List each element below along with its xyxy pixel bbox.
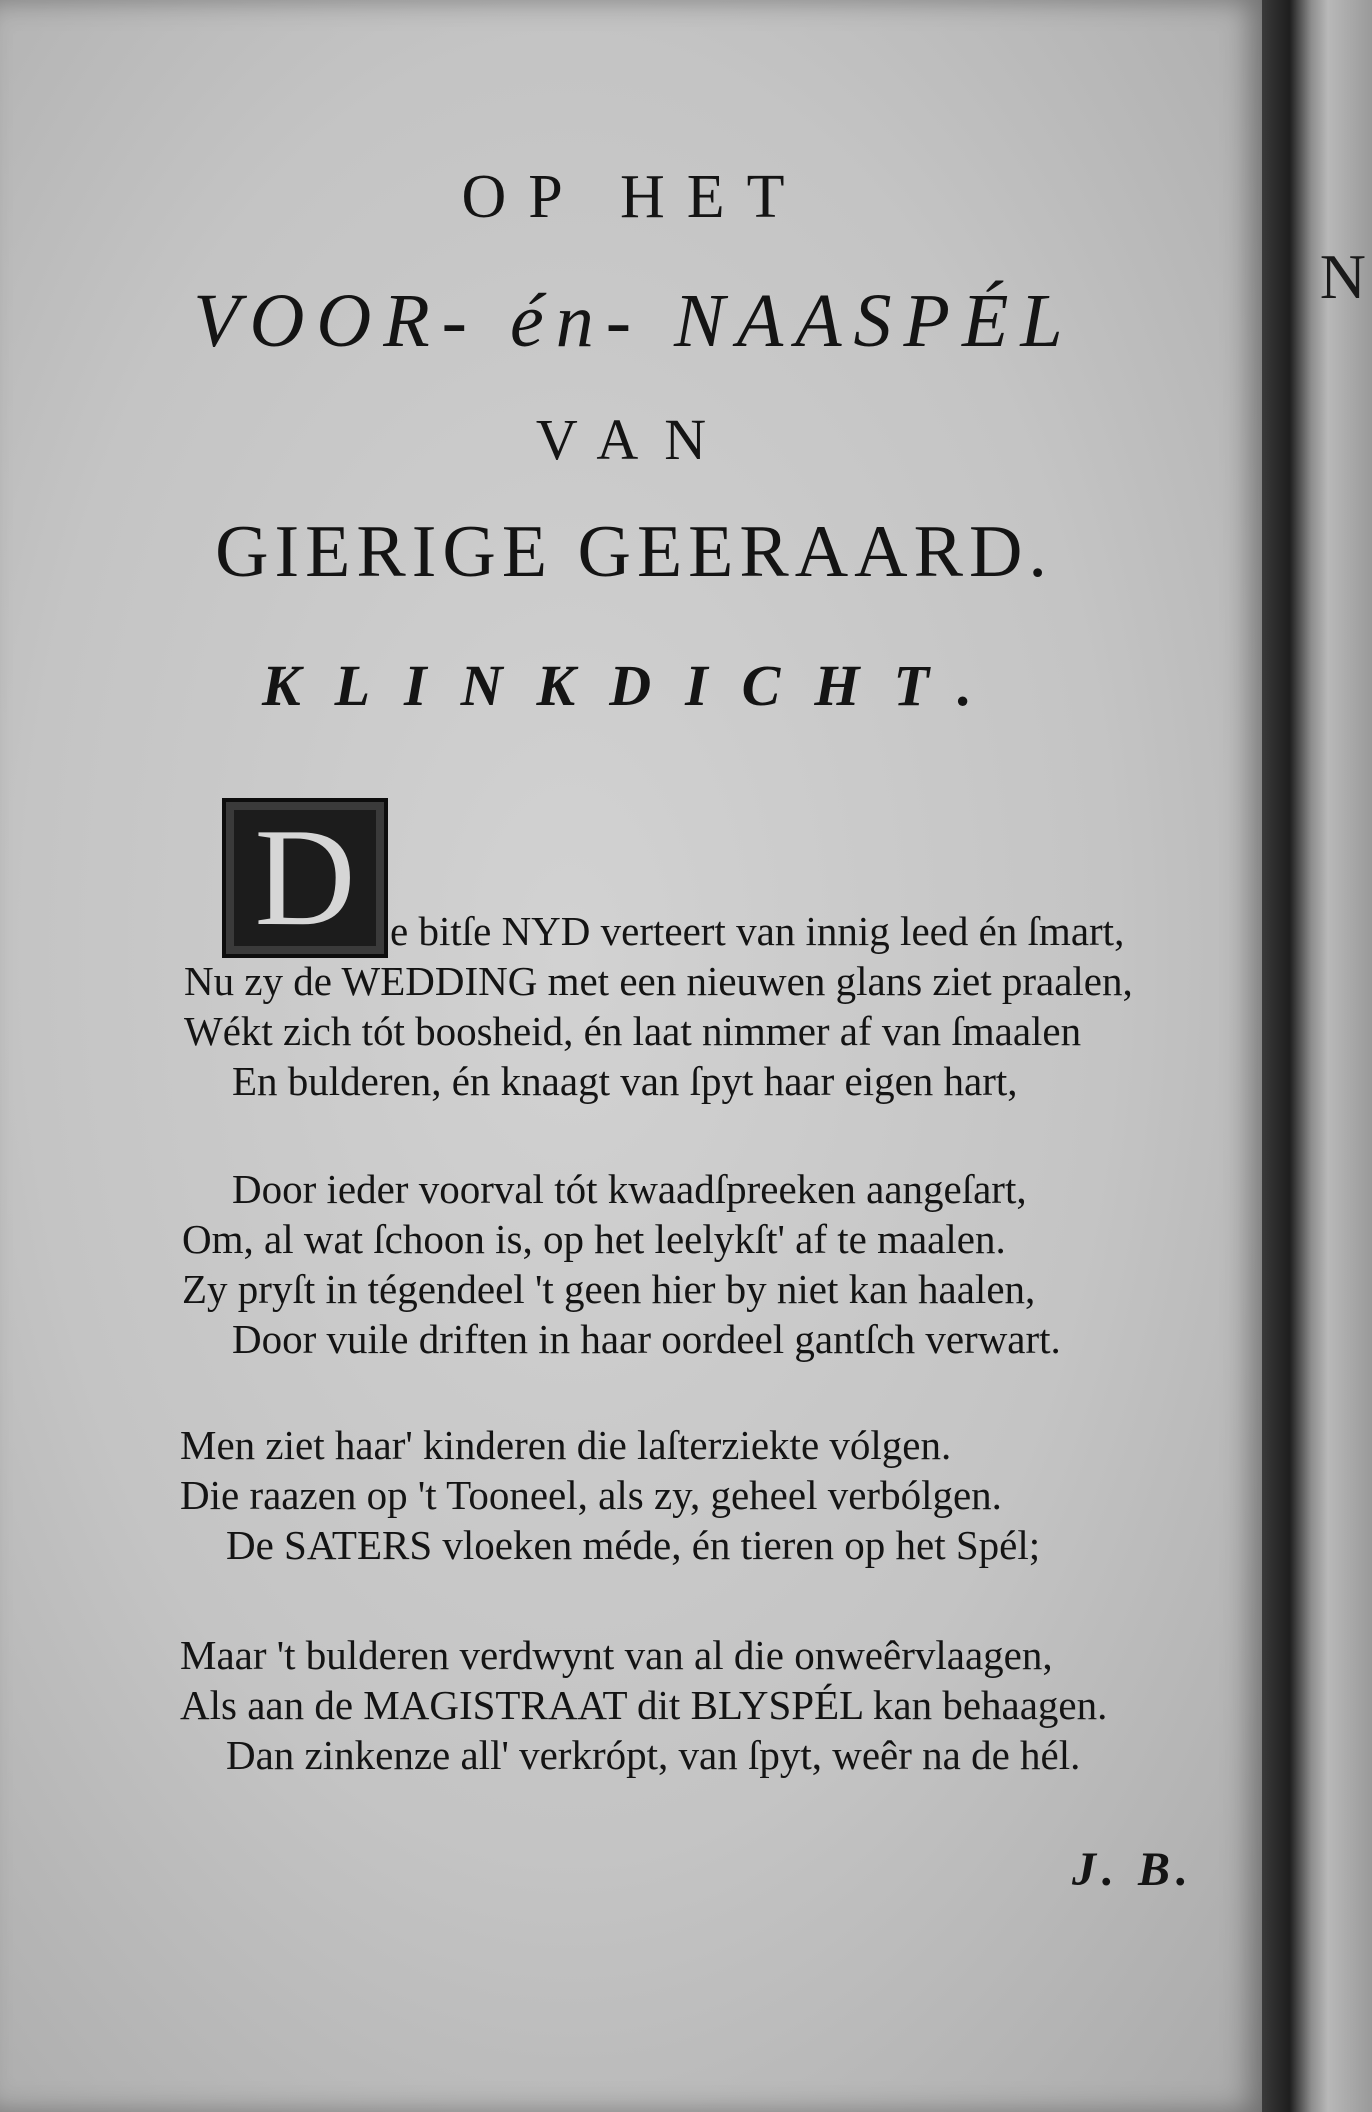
title-line-van: VAN (535, 407, 733, 472)
poem-line: Men ziet haar' kinderen die laſterziekte vólgen. (180, 1422, 952, 1468)
poem-line: Die raazen op 't Tooneel, als zy, geheel verbólgen. (180, 1472, 1002, 1518)
title-line-gierige-geeraard: GIERIGE GEERAARD. (215, 511, 1053, 593)
poem-line: Nu zy de WEDDING met een nieuwen glans ziet praalen, (184, 958, 1133, 1004)
poem-line: Door ieder voorval tót kwaadſpreeken aangeſart, (232, 1166, 1027, 1212)
decorated-initial-letter: D (222, 798, 388, 958)
poem-line: De SATERS vloeken méde, én tieren op het Spél; (226, 1522, 1041, 1568)
heading-klinkdicht: KLINKDICHT. (261, 653, 1007, 718)
poem-line: Wékt zich tót boosheid, én laat nimmer af van ſmaalen (184, 1008, 1082, 1054)
poem-line: Zy pryſt in tégendeel 't geen hier by niet kan haalen, (182, 1266, 1036, 1312)
poem-line: En bulderen, én knaagt van ſpyt haar eigen hart, (232, 1058, 1018, 1104)
next-page-edge-letter: N (1319, 241, 1366, 312)
title-line-op-het: OP HET (461, 163, 807, 231)
title-line-voor-en-naaspel: VOOR- én- NAASPÉL (193, 279, 1075, 363)
poem-line: Door vuile driften in haar oordeel gantſch verwart. (232, 1316, 1061, 1362)
poem-line: e bitſe NYD verteert van innig leed én ſmart, (390, 908, 1125, 954)
poem-line: Om, al wat ſchoon is, op het leelykſt' af te maalen. (182, 1216, 1006, 1262)
signature: J. B. (1072, 1843, 1195, 1896)
book-gutter-edge (1262, 0, 1372, 2112)
poem-line: Maar 't bulderen verdwynt van al die onweêrvlaagen, (180, 1632, 1053, 1678)
poem-line: Als aan de MAGISTRAAT dit BLYSPÉL kan behaagen. (180, 1682, 1108, 1728)
poem-line: Dan zinkenze all' verkrópt, van ſpyt, weêr na de hél. (226, 1732, 1081, 1778)
